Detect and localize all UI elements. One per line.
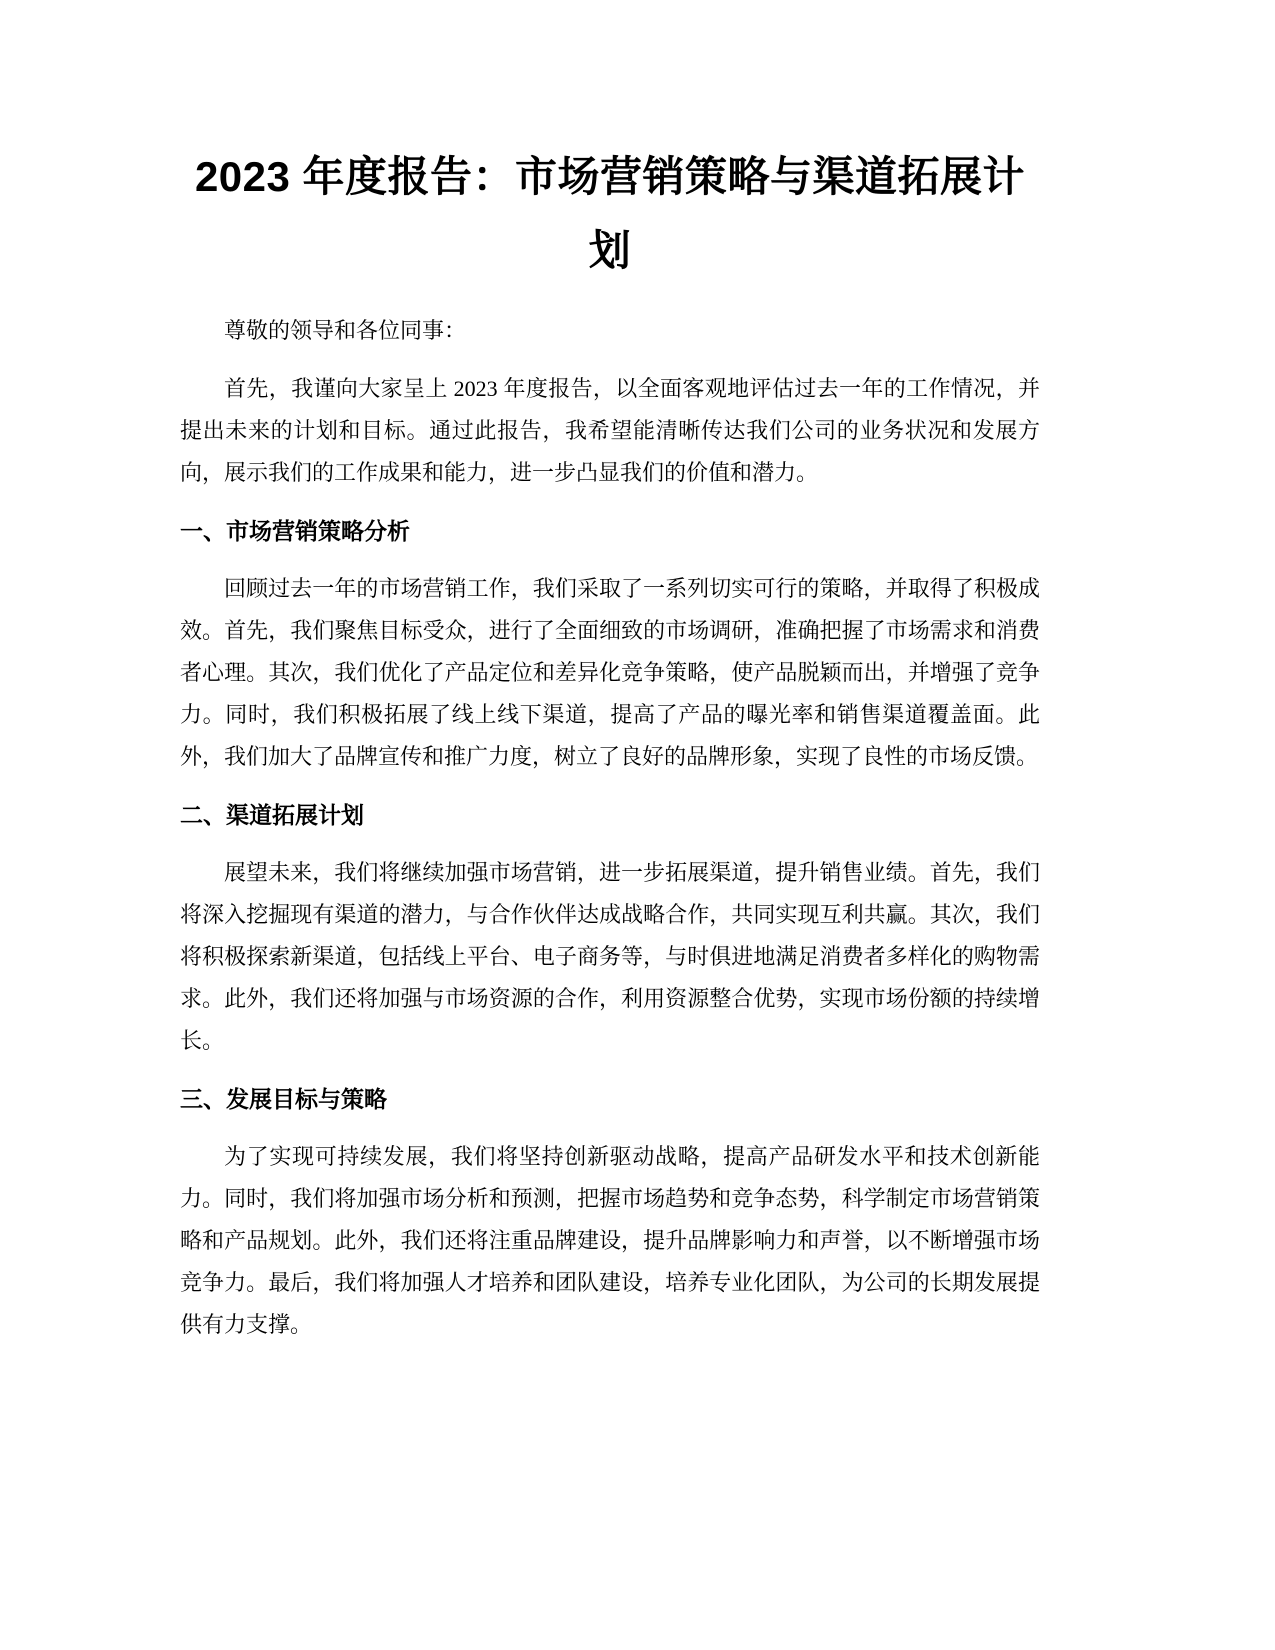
intro-paragraph: 首先，我谨向大家呈上 2023 年度报告，以全面客观地评估过去一年的工作情况，并提出未来的计划和目标。通过此报告，我希望能清晰传达我们公司的业务状况和发展方向，展示我们的工作成果和能力，进一步凸显我们的价值和潜力。 <box>180 376 1040 485</box>
document-page <box>180 140 1040 1362</box>
greeting: 尊敬的领导和各位同事： <box>224 318 467 343</box>
section-heading-goals-strategy: 三、发展目标与策略 <box>180 1086 387 1112</box>
document-title: 2023 年度报告：市场营销策略与渠道拓展计划 <box>194 153 1026 274</box>
section-body-goals-strategy: 为了实现可持续发展，我们将坚持创新驱动战略，提高产品研发水平和技术创新能力。同时，我们将加强市场分析和预测，把握市场趋势和竞争态势，科学制定市场营销策略和产品规划。此外，我们还将注重品牌建设，提升品牌影响力和声誉，以不断增强市场竞争力。最后，我们将加强人才培养和团队建设，培养专业化团队，为公司的长期发展提供有力支撑。 <box>180 1144 1040 1337</box>
section-body-channel-plan: 展望未来，我们将继续加强市场营销，进一步拓展渠道，提升销售业绩。首先，我们将深入挖掘现有渠道的潜力，与合作伙伴达成战略合作，共同实现互利共赢。其次，我们将积极探索新渠道，包括线上平台、电子商务等，与时俱进地满足消费者多样化的购物需求。此外，我们还将加强与市场资源的合作，利用资源整合优势，实现市场份额的持续增长。 <box>180 860 1040 1053</box>
section-heading-marketing-analysis: 一、市场营销策略分析 <box>180 518 410 544</box>
section-heading-channel-plan: 二、渠道拓展计划 <box>180 802 364 828</box>
section-body-marketing-analysis: 回顾过去一年的市场营销工作，我们采取了一系列切实可行的策略，并取得了积极成效。首先，我们聚焦目标受众，进行了全面细致的市场调研，准确把握了市场需求和消费者心理。其次，我们优化了产品定位和差异化竞争策略，使产品脱颖而出，并增强了竞争力。同时，我们积极拓展了线上线下渠道，提高了产品的曝光率和销售渠道覆盖面。此外，我们加大了品牌宣传和推广力度，树立了良好的品牌形象，实现了良性的市场反馈。 <box>180 576 1040 769</box>
